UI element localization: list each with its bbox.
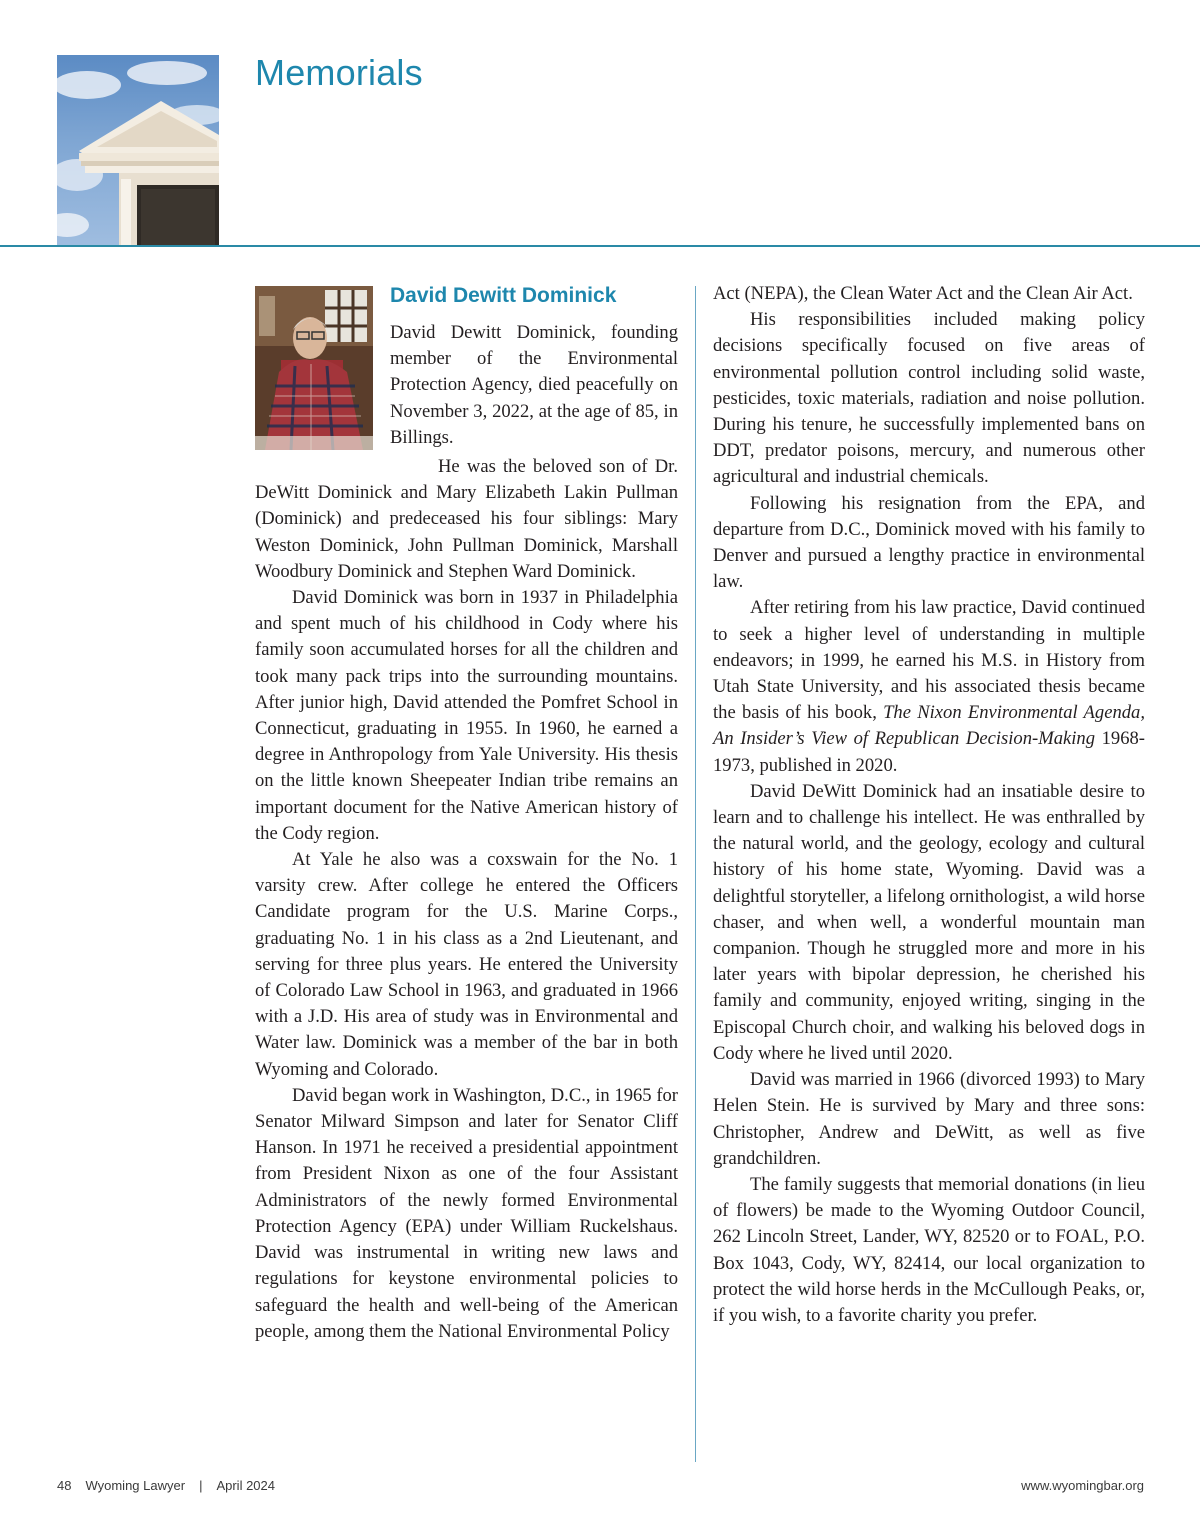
portrait-photo [255, 286, 373, 450]
footer-left [57, 1478, 275, 1493]
book-paragraph-text-before: After retiring from his law practice, David continued to seek a higher level of understanding in multiple endeavors; in 1999, he earned his M.S. in History from Utah State University, and his associated thesis became the basis of his book, [713, 597, 1145, 724]
column-divider [695, 286, 696, 1462]
paragraph-parents: He was the beloved son of Dr. DeWitt Dominick and Mary Elizabeth Lakin Pullman (Dominick) and predeceased his four siblings: Mary Weston Dominick, John Pullman Dominick, Marshall Woodbury Dominick and Stephen Ward Dominick. [255, 456, 678, 582]
book-paragraph-text-after: 1968-1973, published in 2020. [713, 728, 1145, 776]
right-column [713, 281, 1145, 1329]
paragraph-family: David was married in 1966 (divorced 1993) to Mary Helen Stein. He is survived by Mary and three sons: Christopher, Andrew and DeWitt, as well as five grandchildren. [713, 1069, 1145, 1169]
paragraph-childhood: David Dominick was born in 1937 in Philadelphia and spent much of his childhood in Cody where his family soon accumulated horses for all the children and took many pack trips into the surrounding mountains. After junior high, David attended the Pomfret School in Connecticut, graduating in 1955. In 1960, he earned a degree in Anthropology from Yale University. His thesis on the little known Sheepeater Indian tribe remains an important document for the Native American history of the Cody region. [255, 587, 678, 844]
paragraph-nepa-continuation: Act (NEPA), the Clean Water Act and the Clean Air Act. [713, 283, 1133, 304]
paragraph-yale-marines: At Yale he also was a coxswain for the No. 1 varsity crew. After college he entered the Officers Candidate program for the U.S. Marine Corps., graduating No. 1 in his class as a 2nd Lieutenant, and serving for three plus years. He entered the University of Colorado Law School in 1963, and graduated in 1966 with a J.D. His area of study was in Environmental and Water law. Dominick was a member of the bar in both Wyoming and Colorado. [255, 849, 678, 1080]
publication-name: Wyoming Lawyer [85, 1478, 186, 1493]
page-footer [57, 1478, 1144, 1498]
building-pediment-illustration [57, 55, 219, 246]
paragraph-donations: The family suggests that memorial donations (in lieu of flowers) be made to the Wyoming Outdoor Council, 262 Lincoln Street, Lander, WY, 82520 or to FOAL, P.O. Box 1043, Cody, WY, 82414, our local organization to protect the wild horse herds in the McCullough Peaks, or, if you wish, to a favorite charity you prefer. [713, 1173, 1145, 1326]
book-title: The Nixon Environmental Agenda, An Insider’s View of Republican Decision-Making [713, 702, 1145, 750]
memorial-name-heading: David Dewitt Dominick [390, 284, 617, 307]
issue-date: April 2024 [216, 1478, 275, 1493]
portrait-illustration [255, 286, 373, 450]
footer-website: www.wyomingbar.org [1021, 1478, 1144, 1493]
left-column [255, 454, 678, 1345]
paragraph-resignation: Following his resignation from the EPA, and departure from D.C., Dominick moved with his family to Denver and pursued a lengthy practice in environmental law. [713, 492, 1145, 593]
section-title: Memorials [255, 52, 423, 93]
paragraph-retirement-book [713, 595, 1145, 778]
header-divider [0, 245, 1200, 247]
footer-separator: | [199, 1478, 203, 1493]
intro-paragraph: David Dewitt Dominick, founding member of the Environmental Protection Agency, died peacefully on November 3, 2022, at the age of 85, in Billings. [390, 322, 678, 448]
intro-column [390, 320, 678, 451]
paragraph-washington: David began work in Washington, D.C., in 1965 for Senator Milward Simpson and later for Senator Cliff Hanson. In 1971 he received a presidential appointment from President Nixon as one of the four Assistant Administrators of the newly formed Environmental Protection Agency (EPA) under William Ruckelshaus. David was instrumental in writing new laws and regulations for keystone environmental policies to safeguard the health and well-being of the American people, among them the National Environmental Policy [255, 1084, 678, 1342]
paragraph-character: David DeWitt Dominick had an insatiable desire to learn and to challenge his intellect. He was enthralled by the natural world, and the geology, ecology and cultural history of his home state, Wyoming. David was a delightful storyteller, a lifelong ornithologist, a wild horse chaser, and when well, a wonderful mountain man companion. Though he struggled more and more in his later years with bipolar depression, he cherished his family and community, enjoyed writing, singing in the Episcopal Church choir, and walking his beloved dogs in Cody where he lived until 2020. [713, 780, 1145, 1064]
header-image-building-pediment [57, 55, 219, 246]
page-number: 48 [57, 1478, 72, 1493]
paragraph-responsibilities: His responsibilities included making policy decisions specifically focused on five areas of environmental pollution control including solid waste, pesticides, toxic materials, radiation and noise pollution. During his tenure, he successfully implemented bans on DDT, predator poisons, mercury, and numerous other agricultural and industrial chemicals. [713, 309, 1145, 488]
